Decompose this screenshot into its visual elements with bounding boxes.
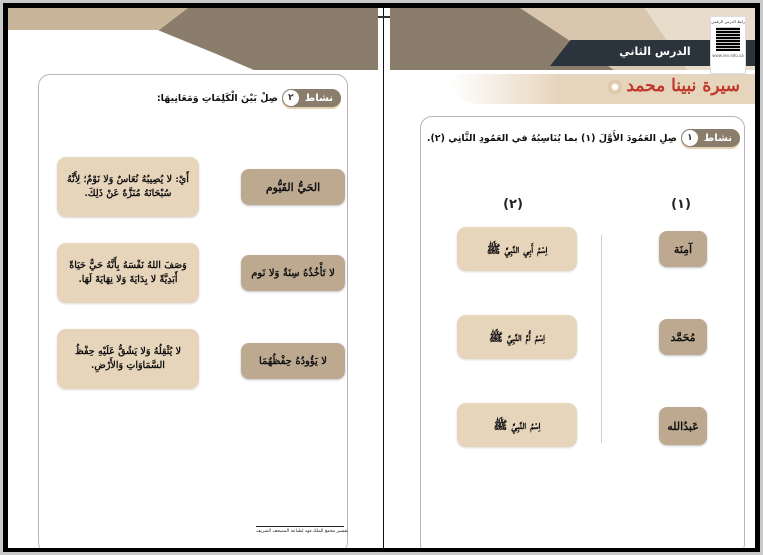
activity-badge [282,89,341,107]
activity-card-1 [420,116,745,548]
column-divider [601,235,602,443]
activity-header [427,129,740,147]
column-1-item[interactable]: عَبدُالله [659,407,707,445]
activity-header [157,89,341,107]
crop-mark [378,16,390,18]
column-2-header: (٢) [503,197,523,212]
word-chip[interactable]: لا تَأْخُذُهُ سِنَةٌ وَلا نَوم [241,255,345,291]
activity-card-2 [38,74,348,548]
activity-label: نشاط [304,92,333,104]
word-chip[interactable]: الحَيُّ القَيُّوم [241,169,345,205]
footnote: تفسير مجمع الملك فهد لطباعة المصحف الشريف [256,529,348,534]
column-1-item[interactable]: آمِنَة [659,231,707,267]
meaning-chip[interactable]: لا يُثْقِلُهُ وَلا يَشُقُّ عَلَيْهِ حِفْظُ السَّمَاوَاتِ وَالأَرْضِ. [57,329,199,389]
qr-caption: رابط الدرس الرقمي [711,19,745,24]
book-spread [8,8,755,548]
left-page [8,8,378,548]
lesson-title-text: سيرة نبينا محمد [626,76,740,96]
lesson-label: الدرس الثاني [619,45,691,58]
page-gutter [378,8,390,548]
footnote-rule [256,526,344,527]
column-2-item[interactable]: اِسْمُ أَبِي النَّبِيِّ ﷺ [457,227,577,271]
meaning-chip[interactable]: أَيْ: لا يُصِيبُهُ نُعَاسٌ وَلا نَوْمٌ؛ لِأَنَّهُ سُبْحَانَهُ مُنَزَّهٌ عَنْ ذَلِكَ. [57,157,199,217]
lesson-title [560,76,740,96]
activity-instruction: صِلْ بَيْنَ الْكَلِمَاتِ وَمَعَانِيهَا: [156,92,278,104]
meaning-chip[interactable]: وَصَفَ اللهُ نَفْسَهُ بِأَنَّهُ حَيٌّ حَيَاةً أَبَدِيَّةً لا بِدَايَةَ وَلا نِهَايَةَ لَهَا. [57,243,199,303]
activity-number: ٢ [283,90,299,106]
spine-line [383,8,384,548]
pbuh-ornament-icon [608,80,622,94]
qr-code-icon[interactable] [716,27,740,51]
column-2-item[interactable]: اِسْمُ النَّبِيِّ ﷺ [457,403,577,447]
qr-code-block[interactable] [710,16,746,74]
word-chip[interactable]: لا يَؤُودُهُ حِفْظُهُمَا [241,343,345,379]
activity-label: نشاط [703,132,732,144]
column-1-item[interactable]: مُحَمَّد [659,319,707,355]
column-2-item[interactable]: اِسْمُ أُمِّ النَّبِيِّ ﷺ [457,315,577,359]
title-band-fade [450,74,560,104]
activity-number: ١ [682,130,698,146]
column-1-header: (١) [671,197,691,212]
qr-url: www.ien.edu.sa [712,53,744,58]
activity-instruction: صِلِ العَمُودَ الأَوَّلَ (١) بما يُنَاسِبُهُ في العَمُودِ الثَّانِي (٢). [426,132,677,144]
activity-badge [681,129,740,147]
right-page [390,8,755,548]
